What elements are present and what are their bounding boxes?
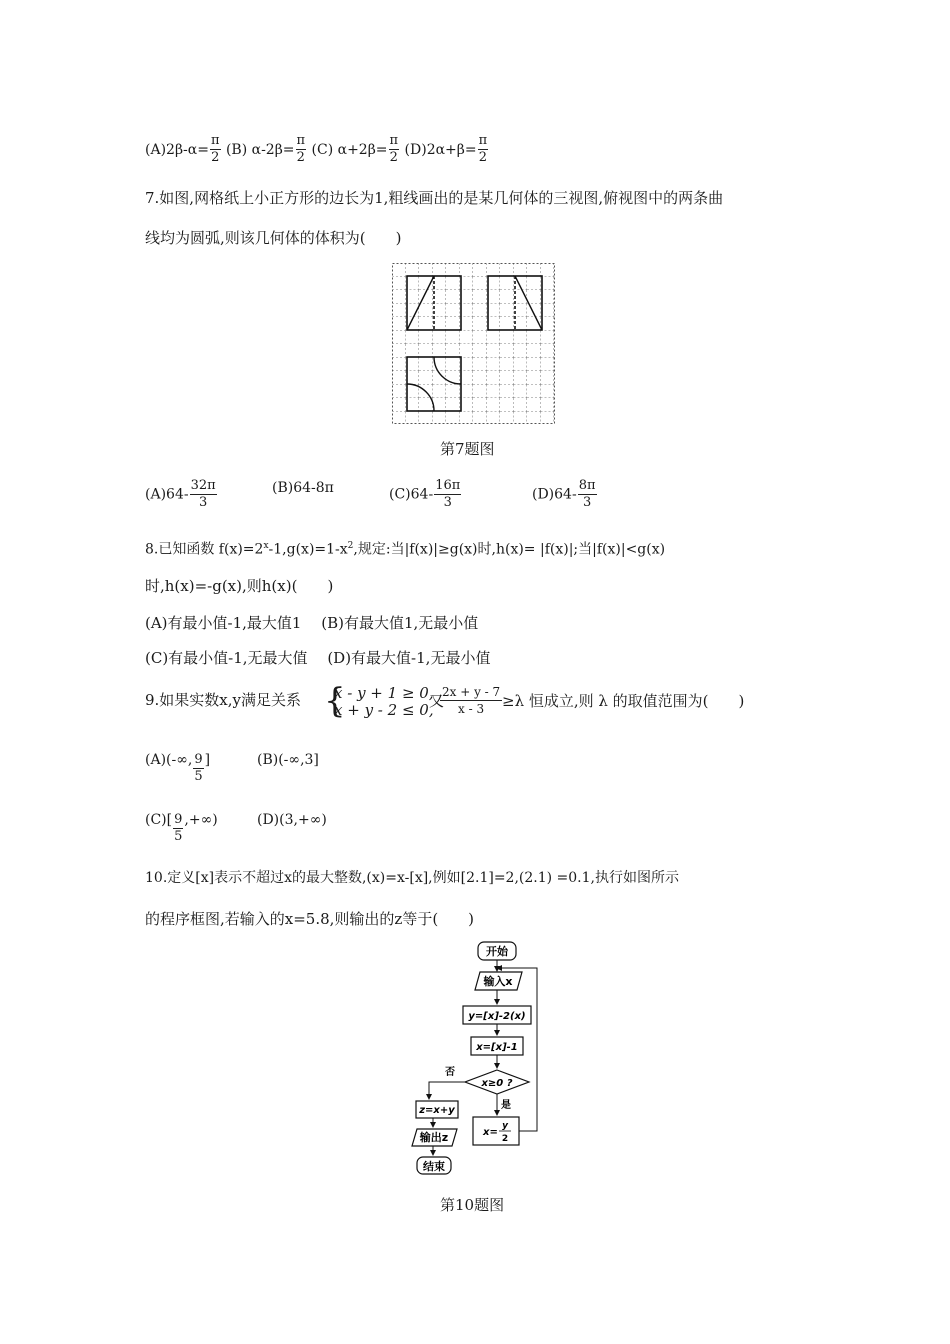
q9-condition-1: x - y + 1 ≥ 0,: [334, 684, 434, 702]
q9-condition-2: x + y - 2 ≤ 0,: [334, 701, 434, 719]
q9-option-a: (A)(-∞, $\frac{9}{5}$ ]: [145, 752, 211, 784]
q7-option-d: (D)64- $\frac{8\pi}{3}$: [532, 478, 596, 510]
q7-option-b: (B)64-8π: [272, 480, 334, 496]
flow-assign-z-label: z=x+y: [419, 1105, 455, 1116]
q6-options-line: [145, 133, 489, 166]
q6-option-d: (D)2α+β= $\frac{\pi}{2}$: [404, 133, 488, 165]
q9-option-c: (C)[ $\frac{9}{5}$ ,+∞): [145, 812, 218, 844]
q7-three-view-figure: [392, 263, 556, 425]
q7-stem-line2: 线均为圆弧,则该几何体的体积为( ): [145, 229, 402, 247]
flow-condition-label: x≥0 ?: [481, 1078, 513, 1089]
flow-end-label: 结束: [423, 1160, 445, 1173]
q9-fraction: [440, 684, 502, 717]
q7-figure-caption: 第7题图: [440, 440, 495, 458]
q9-option-b: (B)(-∞,3]: [257, 752, 319, 768]
flow-step-y-label: y=[x]-2(x): [468, 1011, 526, 1022]
flow-yes-label: 是: [501, 1100, 511, 1111]
q9-connector: 又: [429, 692, 445, 710]
q9-stem-suffix: ≥λ 恒成立,则 λ 的取值范围为( ): [502, 692, 745, 710]
q10-stem-line2: 的程序框图,若输入的x=5.8,则输出的z等于( ): [145, 910, 475, 928]
flow-step-x-half-num: y: [502, 1121, 508, 1131]
flow-step-x-half-left: x=: [483, 1127, 498, 1138]
q7-option-a: (A)64- $\frac{32\pi}{3}$: [145, 478, 216, 510]
q10-flowchart: [405, 940, 550, 1180]
q9-conditions: [334, 685, 434, 719]
flow-input-label: 输入x: [483, 975, 513, 988]
q9-fraction-denominator: x - 3: [458, 702, 485, 716]
q6-option-b: (B) α-2β= $\frac{\pi}{2}$: [225, 133, 306, 165]
q6-option-c: (C) α+2β= $\frac{\pi}{2}$: [311, 133, 399, 165]
flow-no-label: 否: [445, 1067, 455, 1078]
q7-option-c: (C)64- $\frac{16\pi}{3}$: [389, 478, 461, 510]
q10-stem-line1: 10.定义[x]表示不超过x的最大整数,(x)=x-[x],例如[2.1]=2,(2.1) =0.1,执行如图所示: [145, 870, 679, 886]
flow-start-label: 开始: [486, 945, 508, 958]
q8-stem-line1: 8.已知函数 $f(x)=2^x-1,g(x)=1-x^2$,规定:当|f(x)|≥g(x)时,h(x)= |f(x)|;当|f(x)|<g(x): [145, 541, 666, 558]
q8-options-cd: (C)有最小值-1,无最大值 (D)有最大值-1,无最小值: [145, 649, 491, 667]
flow-step-x-label: x=[x]-1: [476, 1042, 518, 1053]
q9-option-d: (D)(3,+∞): [257, 812, 327, 828]
q8-stem-line2: 时,h(x)=-g(x),则h(x)( ): [145, 577, 334, 595]
q9-stem-prefix: 9.如果实数x,y满足关系: [145, 691, 302, 709]
flow-output-label: 输出z: [419, 1131, 449, 1144]
q9-fraction-numerator: 2x + y - 7: [442, 685, 501, 699]
flow-step-x-half-den: 2: [501, 1134, 509, 1144]
q7-stem-line1: 7.如图,网格纸上小正方形的边长为1,粗线画出的是某几何体的三视图,俯视图中的两条曲: [145, 189, 724, 207]
q6-option-a: (A)2β-α= $\frac{\pi}{2}$: [145, 133, 220, 165]
q8-options-ab: (A)有最小值-1,最大值1 (B)有最大值1,无最小值: [145, 614, 479, 632]
q10-figure-caption: 第10题图: [440, 1196, 505, 1214]
q9-brace: {: [324, 681, 346, 721]
